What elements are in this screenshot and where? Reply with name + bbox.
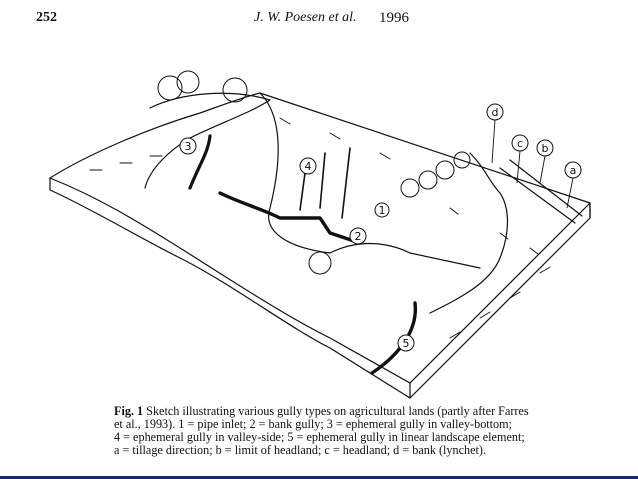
valley-contour <box>260 93 330 253</box>
pointer-b <box>540 156 545 183</box>
block-right-side <box>410 203 590 398</box>
gully-main <box>220 193 360 243</box>
marker-a <box>565 162 581 178</box>
marker-1 <box>375 203 389 217</box>
caption-line-4: a = tillage direction; b = limit of headland; c = headland; d = bank (lynchet). <box>114 443 487 457</box>
marker-c-label: c <box>516 137 524 150</box>
field-front-edge <box>410 203 590 383</box>
caption-label: Fig. 1 <box>114 404 144 418</box>
marker-3 <box>180 138 196 154</box>
marker-2-label: 2 <box>354 230 362 243</box>
valley-side-contour <box>330 244 480 268</box>
tree-group-hedgerow <box>401 152 470 197</box>
tree-group-hilltop <box>158 71 247 102</box>
marker-4-label: 4 <box>304 160 312 173</box>
marker-5 <box>398 335 414 351</box>
caption-line-3: 4 = ephemeral gully in valley-side; 5 = ephemeral gully in linear landscape element; <box>114 430 525 444</box>
figure-caption <box>114 405 614 457</box>
marker-d-label: d <box>491 106 499 119</box>
slope-edge <box>50 178 410 383</box>
marker-d <box>487 104 503 120</box>
pointer-a <box>567 178 573 208</box>
marker-1-label: 1 <box>378 204 386 217</box>
page-header <box>0 10 638 34</box>
year-label: 1996 <box>379 10 409 26</box>
tree-isolated <box>309 252 331 274</box>
marker-b-label: b <box>541 142 549 155</box>
marker-2 <box>350 228 366 244</box>
block-front-face <box>50 178 410 398</box>
caption-line-2: et al., 1993). 1 = pipe inlet; 2 = bank gully; 3 = ephemeral gully in valley-bottom; <box>114 417 513 431</box>
running-head: J. W. Poesen et al. <box>254 10 357 25</box>
tillage-marks <box>90 118 550 338</box>
marker-a-label: a <box>569 164 577 177</box>
marker-5-label: 5 <box>402 337 410 350</box>
gully-block-diagram <box>30 58 605 403</box>
bank-lynchet-line <box>430 153 508 313</box>
caption-line-1: Sketch illustrating various gully types on agricultural lands (partly after Farres <box>146 404 529 418</box>
page-number: 252 <box>36 10 57 25</box>
marker-3-label: 3 <box>184 140 192 153</box>
marker-c <box>512 135 528 151</box>
hill-contour <box>145 93 270 188</box>
pointer-d <box>492 120 495 163</box>
marker-b <box>537 140 553 156</box>
marker-4 <box>300 158 316 174</box>
